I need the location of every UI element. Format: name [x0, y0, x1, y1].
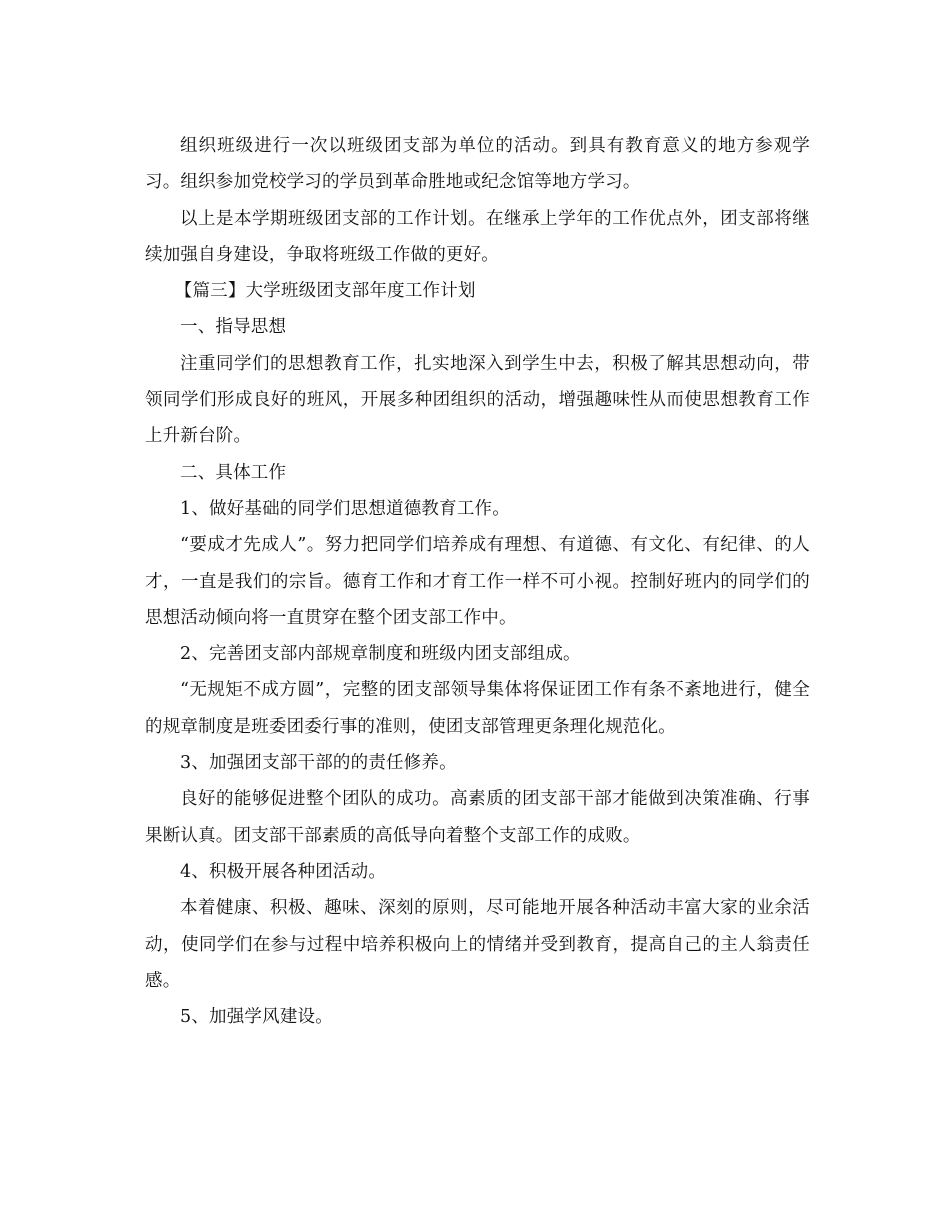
item-1-title: 1、做好基础的同学们思想道德教育工作。: [180, 498, 510, 519]
heading-guiding-ideology: 一、指导思想: [180, 317, 287, 338]
item-2-title: 2、完善团支部内部规章制度和班级内团支部组成。: [180, 644, 581, 665]
heading-specific-work: 二、具体工作: [180, 462, 287, 483]
item-2-body: “无规矩不成方圆”，完整的团支部领导集体将保证团工作有条不紊地进行，健全的规章制度是班委团委行事的准则，使团支部管理更条理化规范化。: [145, 680, 810, 737]
item-5-title: 5、加强学风建设。: [180, 1007, 333, 1028]
paragraph-activity: 组织班级进行一次以班级团支部为单位的活动。到具有教育意义的地方参观学习。组织参加党校学习的学员到革命胜地或纪念馆等地方学习。: [145, 136, 810, 193]
document-body: [145, 128, 810, 1035]
paragraph-guiding-ideology: 注重同学们的思想教育工作，扎实地深入到学生中去，积极了解其思想动向，带领同学们形成良好的班风，开展多种团组织的活动，增强趣味性从而使思想教育工作上升新台阶。: [145, 353, 810, 447]
item-3-body: 良好的能够促进整个团队的成功。高素质的团支部干部才能做到决策准确、行事果断认真。团支部干部素质的高低导向着整个支部工作的成败。: [145, 789, 810, 846]
item-1-body: “要成才先成人”。努力把同学们培养成有理想、有道德、有文化、有纪律、的人才，一直是我们的宗旨。德育工作和才育工作一样不可小视。控制好班内的同学们的思想活动倾向将一直贯穿在整个团支部工作中。: [145, 535, 810, 628]
section-title: 【篇三】大学班级团支部年度工作计划: [174, 281, 476, 302]
item-4-title: 4、积极开展各种团活动。: [180, 861, 387, 882]
item-3-title: 3、加强团支部干部的的责任修养。: [180, 753, 457, 774]
paragraph-summary: 以上是本学期班级团支部的工作计划。在继承上学年的工作优点外，团支部将继续加强自身建设，争取将班级工作做的更好。: [145, 208, 810, 265]
item-4-body: 本着健康、积极、趣味、深刻的原则，尽可能地开展各种活动丰富大家的业余活动，使同学们在参与过程中培养积极向上的情绪并受到教育，提高自己的主人翁责任感。: [145, 898, 810, 991]
